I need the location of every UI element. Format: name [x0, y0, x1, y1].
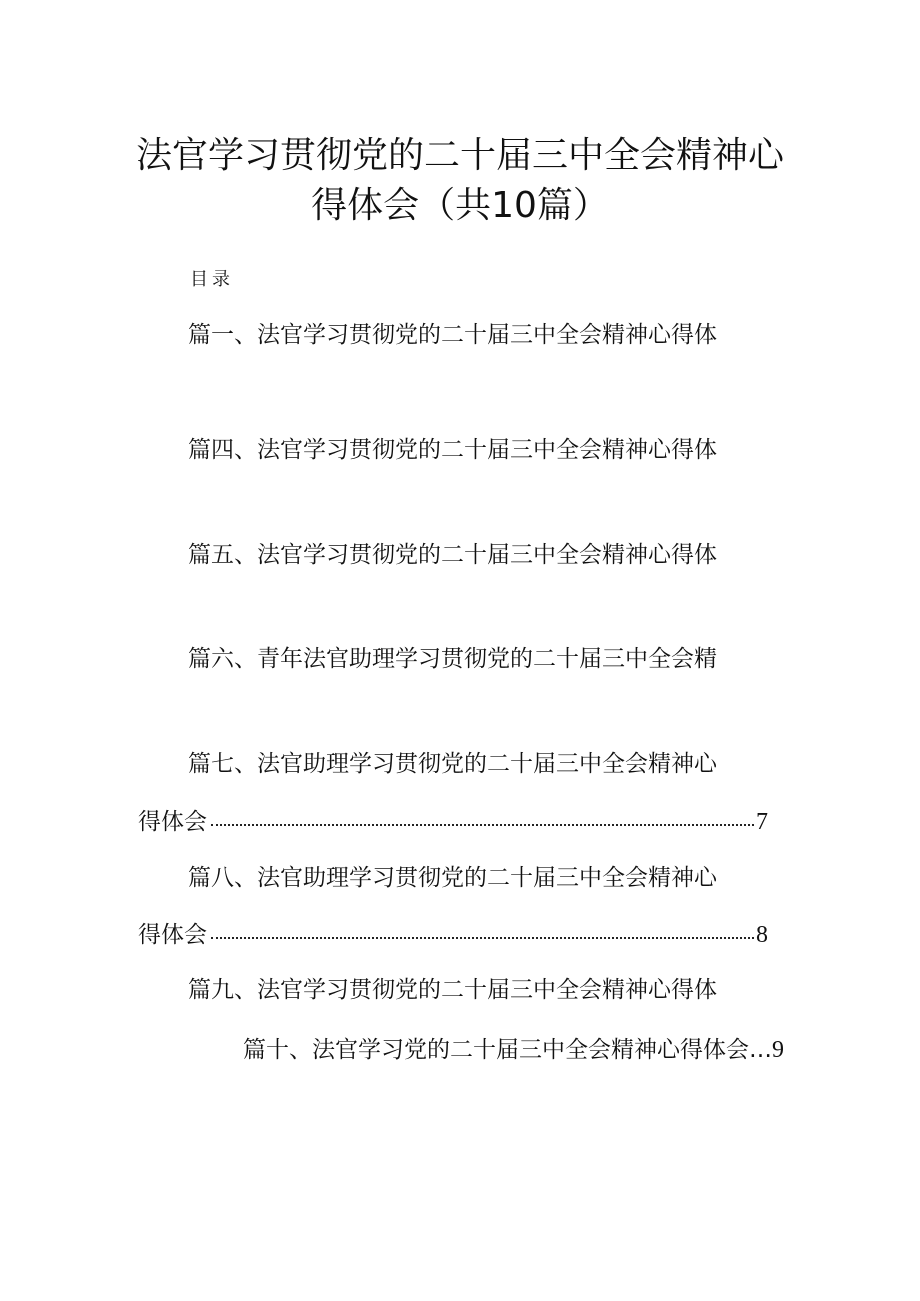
toc-entry-6[interactable]: 篇六、青年法官助理学习贯彻党的二十届三中全会精	[188, 646, 717, 672]
dot-leader	[211, 824, 754, 826]
toc-entry-8-page-number: 8	[756, 922, 768, 948]
toc-entry-7-continuation[interactable]	[138, 807, 768, 837]
toc-entry-9[interactable]: 篇九、法官学习贯彻党的二十届三中全会精神心得体	[188, 977, 717, 1003]
toc-entry-10-page-number: 9	[772, 1037, 784, 1063]
toc-entry-10[interactable]	[243, 1035, 784, 1065]
toc-entry-5[interactable]: 篇五、法官学习贯彻党的二十届三中全会精神心得体	[188, 542, 717, 568]
toc-heading: 目录	[190, 269, 234, 290]
toc-entry-8[interactable]: 篇八、法官助理学习贯彻党的二十届三中全会精神心	[188, 865, 717, 891]
toc-entry-1[interactable]: 篇一、法官学习贯彻党的二十届三中全会精神心得体	[188, 322, 717, 348]
document-title-line-2: 得体会（共10篇）	[311, 185, 609, 226]
document-title-line-1: 法官学习贯彻党的二十届三中全会精神心	[135, 135, 784, 176]
toc-entry-8-cont-text: 得体会	[138, 922, 207, 948]
toc-entry-7-cont-text: 得体会	[138, 809, 207, 835]
toc-entry-4[interactable]: 篇四、法官学习贯彻党的二十届三中全会精神心得体	[188, 437, 717, 463]
toc-entry-7[interactable]: 篇七、法官助理学习贯彻党的二十届三中全会精神心	[188, 751, 717, 777]
toc-entry-8-continuation[interactable]	[138, 920, 768, 950]
dot-leader	[211, 937, 754, 939]
toc-entry-10-text: 篇十、法官学习党的二十届三中全会精神心得体会…	[243, 1037, 772, 1063]
toc-entry-7-page-number: 7	[756, 809, 768, 835]
